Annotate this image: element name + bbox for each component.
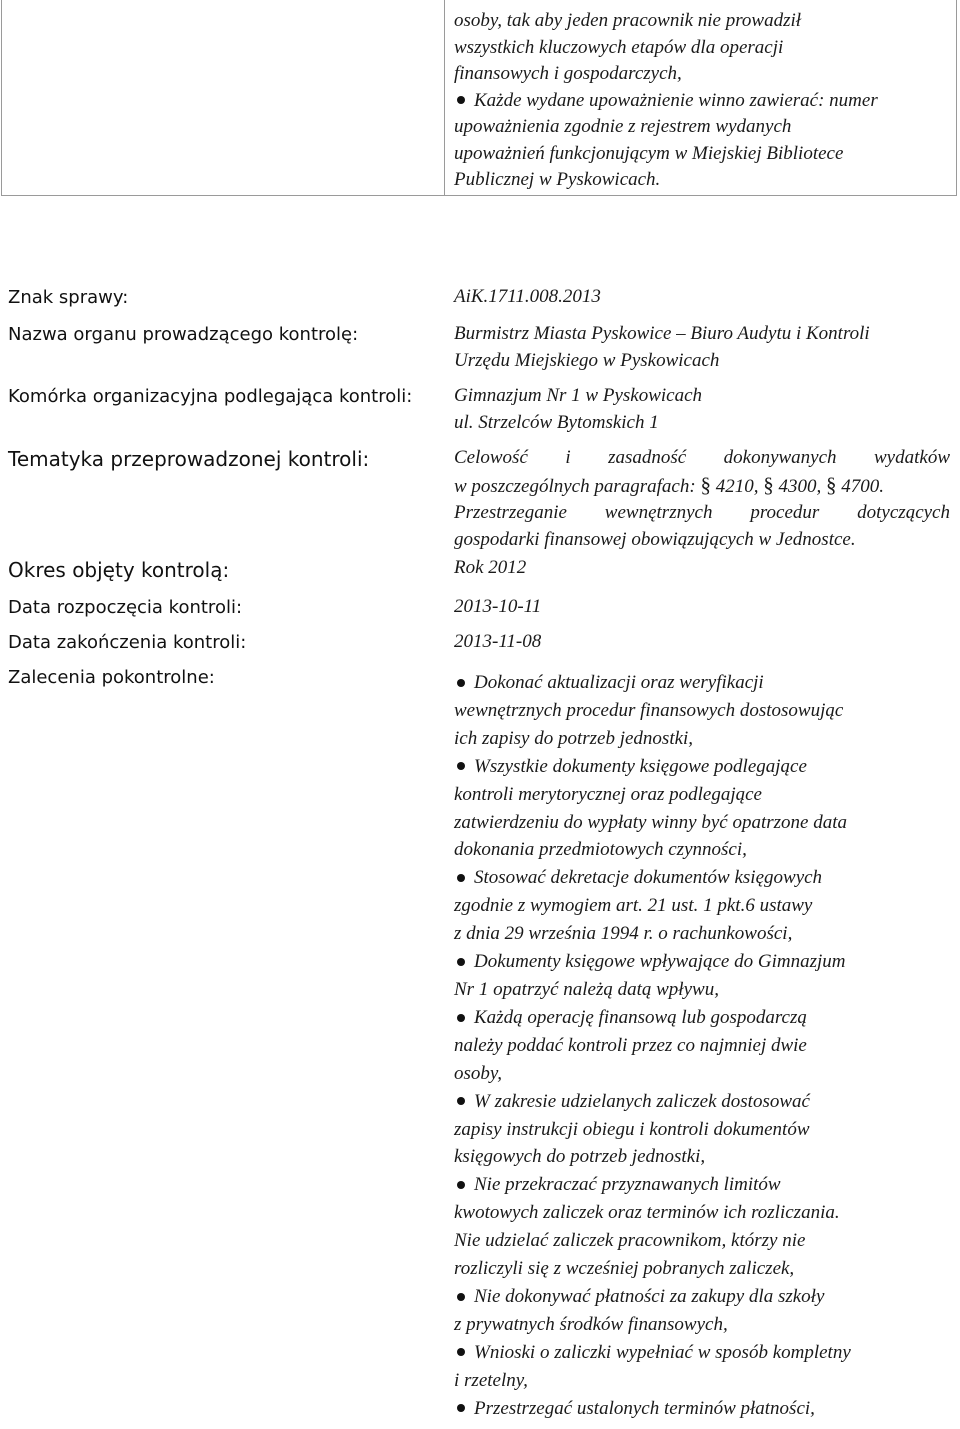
audit-topic-value <box>454 445 950 553</box>
bullet-icon <box>457 874 465 882</box>
case-number-label: Znak sprawy: <box>8 287 129 308</box>
topic-line: gospodarki finansowej obowiązujących w Jednostce. <box>454 528 856 550</box>
bullet-icon <box>457 1097 465 1105</box>
period-label: Okres objęty kontrolą: <box>8 558 230 582</box>
continuation-text <box>454 8 944 194</box>
topic-paragraphs-prefix: w poszczególnych paragrafach: <box>454 475 696 497</box>
continuation-bullet-item <box>454 88 944 115</box>
unit-line: Gimnazjum Nr 1 w Pyskowicach <box>454 385 703 406</box>
paragraph-symbol-icon: § <box>825 472 837 497</box>
end-date-value: 2013-11-08 <box>454 631 542 652</box>
audit-topic-label: Tematyka przeprowadzonej kontroli: <box>8 447 370 471</box>
paragraph-symbol-icon: § <box>700 472 711 497</box>
authority-value <box>454 321 944 374</box>
recommendations-label: Zalecenia pokontrolne: <box>8 667 215 688</box>
start-date-label: Data rozpoczęcia kontroli: <box>8 597 243 618</box>
bullet-icon <box>457 679 465 687</box>
recommendation-item: Nie przekraczać przyznawanych limitów <box>454 1171 954 1199</box>
end-date-label: Data zakończenia kontroli: <box>8 632 247 653</box>
period-value: Rok 2012 <box>454 557 527 578</box>
recommendation-item: Przestrzegać ustalonych terminów płatności, <box>454 1395 954 1423</box>
start-date-value: 2013-10-11 <box>454 596 542 617</box>
authority-label: Nazwa organu prowadzącego kontrolę: <box>8 324 359 345</box>
topic-paragraphs-line <box>454 472 950 501</box>
recommendation-item: W zakresie udzielanych zaliczek dostosować <box>454 1088 954 1116</box>
topic-line: Przestrzeganie wewnętrznych procedur dotyczących <box>454 502 950 523</box>
continuation-line: osoby, tak aby jeden pracownik nie prowadził <box>454 10 802 31</box>
topic-line: Celowość i zasadność dokonywanych wydatków <box>454 447 950 468</box>
authority-line: Urzędu Miejskiego w Pyskowicach <box>454 349 720 371</box>
bullet-icon <box>457 958 465 966</box>
authority-line: Burmistrz Miasta Pyskowice – Biuro Audytu i Kontroli <box>454 323 870 344</box>
bullet-icon <box>457 96 465 104</box>
paragraph-symbol-icon: § <box>763 472 774 497</box>
unit-line: ul. Strzelców Bytomskich 1 <box>454 411 659 433</box>
paragraph-value: 4700. <box>841 475 884 497</box>
recommendation-item: Wszystkie dokumenty księgowe podlegające <box>454 753 954 781</box>
recommendation-item: Każdą operację finansową lub gospodarczą <box>454 1004 954 1032</box>
recommendation-item: Dokumenty księgowe wpływające do Gimnazjum <box>454 948 954 976</box>
audited-unit-label: Komórka organizacyjna podlegająca kontroli: <box>8 386 413 407</box>
table-column-divider <box>444 0 445 195</box>
continuation-line: upoważnień funkcjonującym w Miejskiej Bibliotece <box>454 142 844 164</box>
continuation-line: wszystkich kluczowych etapów dla operacji <box>454 36 784 58</box>
case-number-value: AiK.1711.008.2013 <box>454 286 601 307</box>
bullet-icon <box>457 1014 465 1022</box>
recommendation-item: Wnioski o zaliczki wypełniać w sposób kompletny <box>454 1339 954 1367</box>
bullet-icon <box>457 1181 465 1189</box>
bullet-text: Każde wydane upoważnienie winno zawierać: numer <box>474 89 878 111</box>
bullet-icon <box>457 1348 465 1356</box>
bullet-icon <box>457 1404 465 1412</box>
paragraph-value: 4300, <box>778 475 822 497</box>
recommendations-list: Dokonać aktualizacji oraz weryfikacji wewnętrznych procedur finansowych dostosowując ich zapisy do potrzeb jednostki, Wszystkie dokumenty księgowe podlegające kontroli merytorycznej oraz podlegające zatwierdzeniu do wypłaty winny być opatrzone data dokonania przedmiotowych czynności, Stosować dekretacje dokumentów księgowych zgodnie z wymogiem art. 21 ust. 1 pkt.6 ustawy z dnia 29 września 1994 r. o rachunkowości, Dokumenty księgowe wpływające do Gimnazjum Nr 1 opatrzyć należą datą wpływu, Każdą operację finansową lub gospodarczą należy poddać kontroli przez co najmniej dwie osoby, W zakresie udzielanych zaliczek dostosować zapisy instrukcji obiegu i kontroli dokumentów księgowych do potrzeb jednostki, Nie przekraczać przyznawanych limitów kwotowych zaliczek oraz terminów ich rozliczania. Nie udzielać zaliczek pracownikom, którzy nie rozliczyli się z wcześniej pobranych zaliczek, Nie dokonywać płatności za zakupy dla szkoły z prywatnych środków finansowych, Wnioski o zaliczki wypełniać w sposób kompletny i rzetelny, Przestrzegać ustalonych terminów płatności, <box>454 669 954 1422</box>
audited-unit-value <box>454 383 702 436</box>
continuation-line: finansowych i gospodarczych, <box>454 63 682 84</box>
bullet-icon <box>457 1293 465 1301</box>
bullet-icon <box>457 762 465 770</box>
recommendation-item: Nie dokonywać płatności za zakupy dla szkoły <box>454 1283 954 1311</box>
continuation-line: upoważnienia zgodnie z rejestrem wydanych <box>454 116 792 137</box>
recommendation-item: Stosować dekretacje dokumentów księgowych <box>454 864 954 892</box>
recommendation-item: Dokonać aktualizacji oraz weryfikacji <box>454 669 954 697</box>
paragraph-value: 4210, <box>715 475 759 497</box>
continuation-line: Publicznej w Pyskowicach. <box>454 169 661 190</box>
